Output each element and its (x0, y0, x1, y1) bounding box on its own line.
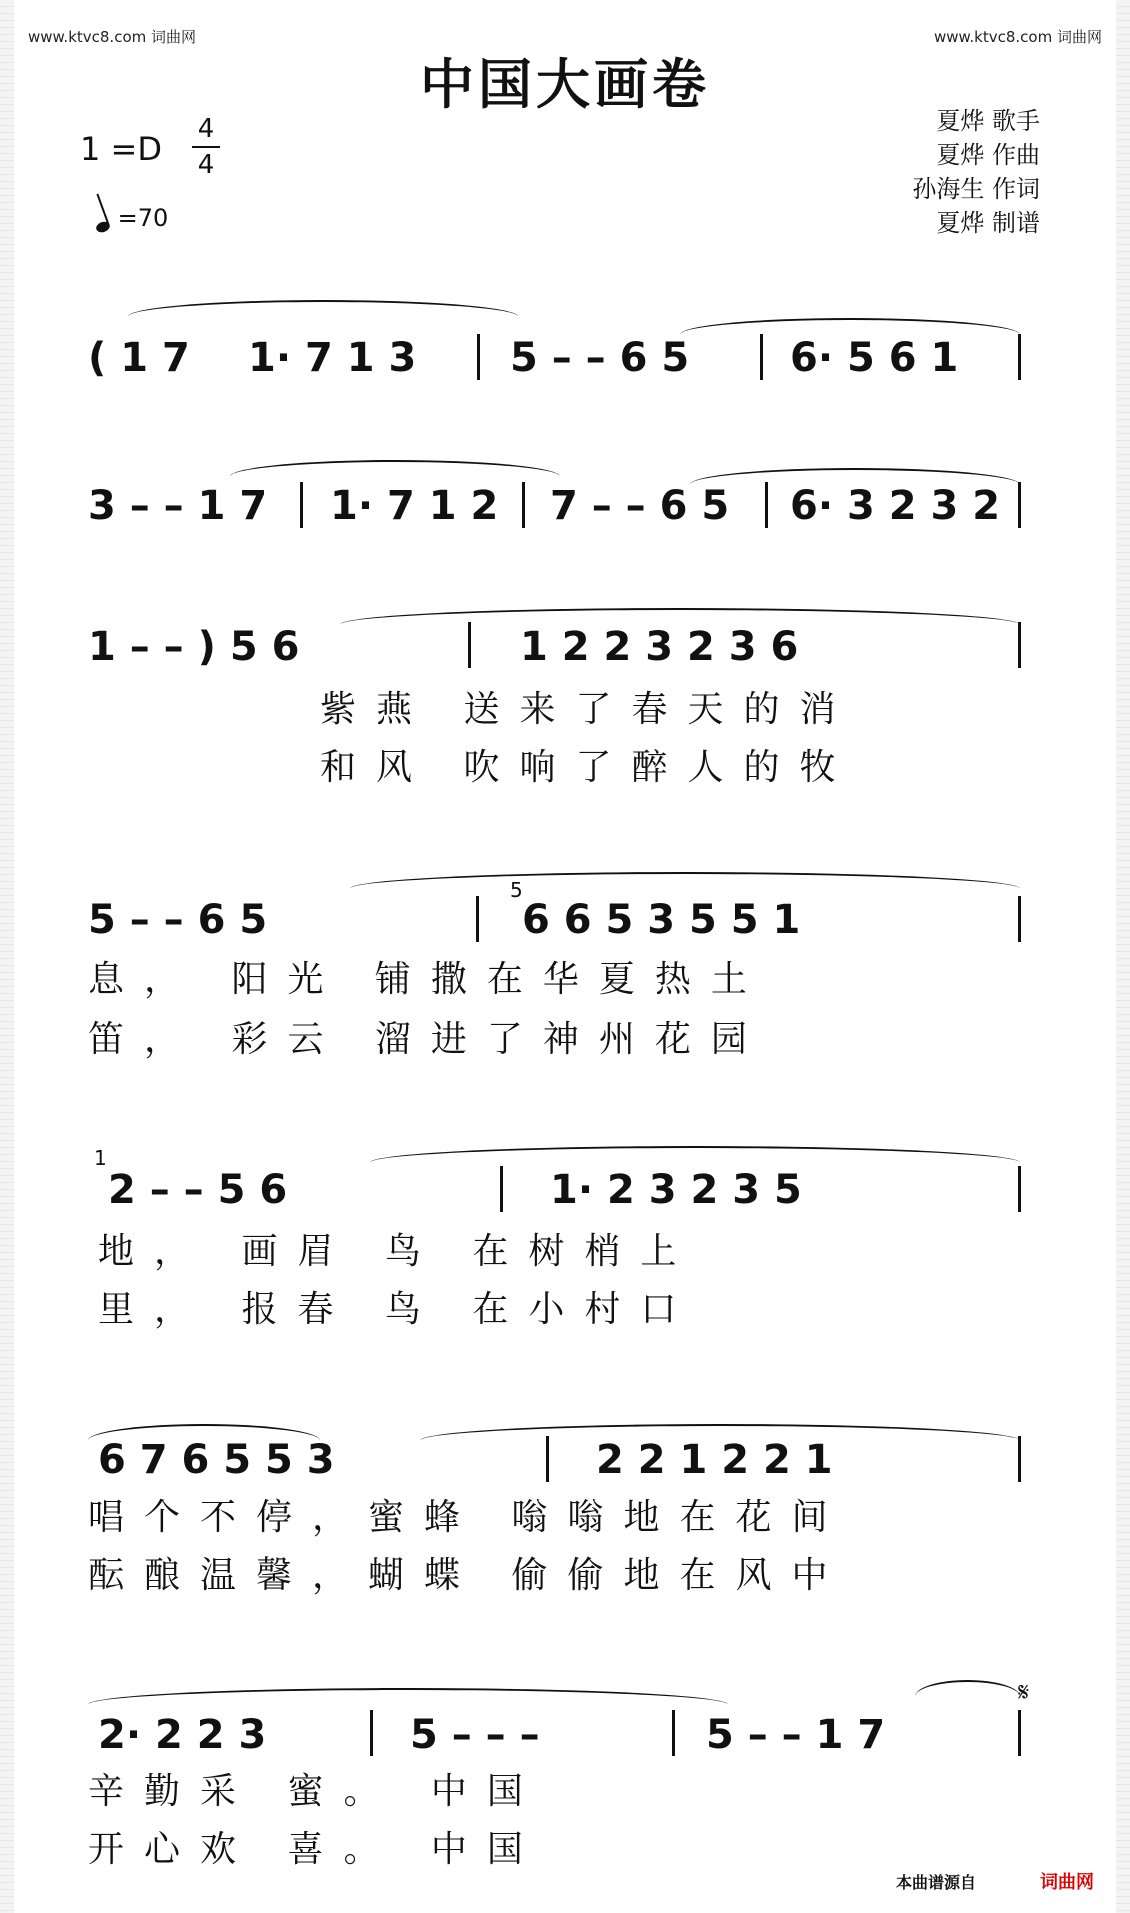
barline (476, 896, 479, 942)
measure-7-3: 5 – – 1 7 (706, 1712, 886, 1758)
barline (468, 622, 471, 668)
lyrics-3-verse-1: 紫燕 送来了春天的消 (320, 689, 856, 730)
slur (128, 300, 518, 320)
key-signature: 1 =D (80, 130, 162, 168)
credit-composer: 夏烨 作曲 (936, 141, 1040, 169)
barline (500, 1166, 503, 1212)
barline (522, 482, 525, 528)
barline (477, 334, 480, 380)
slur (370, 1146, 1020, 1166)
lyrics-6-verse-1: 唱个不停，蜜蜂 嗡嗡地在花间 (88, 1497, 848, 1538)
barline (1018, 1710, 1021, 1756)
measure-1-1: ( 1 7 (88, 335, 190, 381)
slur (690, 468, 1020, 488)
measure-3-1: 1 – – ) 5 6 (88, 624, 300, 670)
lyrics-5-verse-1: 地， 画眉 鸟 在树梢上 (98, 1231, 697, 1272)
slur (915, 1680, 1020, 1700)
credit-transcriber: 夏烨 制谱 (936, 209, 1040, 237)
site-url-left: www.ktvc8.com 词曲网 (28, 28, 197, 46)
time-signature-bottom: 4 (197, 150, 215, 180)
barline (300, 482, 303, 528)
barline (765, 482, 768, 528)
slur (340, 608, 1020, 628)
measure-5-1: 2 – – 5 6 (108, 1167, 288, 1213)
measure-6-2: 2 2 1 2 2 1 (596, 1437, 833, 1483)
grace-note: 5 (510, 878, 523, 902)
barline (1018, 896, 1021, 942)
footer-source-site[interactable]: 词曲网 (1040, 1872, 1094, 1893)
lyrics-4-verse-1: 息， 阳光 铺撒在华夏热土 (88, 959, 767, 1000)
credit-singer: 夏烨 歌手 (936, 107, 1040, 135)
barline (1018, 334, 1021, 380)
barline (1018, 482, 1021, 528)
measure-2-2: 1· 7 1 2 (330, 483, 499, 529)
page-title: 中国大画卷 (420, 53, 710, 116)
lyrics-5-verse-2: 里， 报春 鸟 在小村口 (98, 1289, 697, 1330)
measure-7-1: 2· 2 2 3 (98, 1712, 267, 1758)
measure-4-2: 6 6 5 3 5 5 1 (522, 897, 801, 943)
measure-1-4: 6· 5 6 1 (790, 335, 959, 381)
barline (760, 334, 763, 380)
measure-1-2: 1· 7 1 3 (248, 335, 417, 381)
lyrics-6-verse-2: 酝酿温馨，蝴蝶 偷偷地在风中 (88, 1555, 848, 1596)
slur (230, 460, 560, 480)
segno-icon: 𝄋 (1018, 1678, 1030, 1708)
measure-7-2: 5 – – – (410, 1712, 540, 1758)
slur (88, 1424, 320, 1444)
credit-lyricist: 孙海生 作词 (912, 175, 1040, 203)
slur (88, 1688, 728, 1708)
measure-1-3: 5 – – 6 5 (510, 335, 690, 381)
slur (350, 872, 1020, 892)
grace-note: 1 (94, 1146, 107, 1170)
site-url-right: www.ktvc8.com 词曲网 (933, 28, 1102, 46)
measure-3-2: 1 2 2 3 2 3 6 (520, 624, 799, 670)
measure-2-1: 3 – – 1 7 (88, 483, 268, 529)
tempo-value: =70 (117, 204, 169, 232)
lyrics-7-verse-2: 开心欢 喜。 中国 (88, 1829, 543, 1870)
lyrics-4-verse-2: 笛， 彩云 溜进了神州花园 (88, 1019, 767, 1060)
barline (370, 1710, 373, 1756)
barline (1018, 622, 1021, 668)
barline (672, 1710, 675, 1756)
lyrics-7-verse-1: 辛勤采 蜜。 中国 (88, 1771, 543, 1812)
slur (420, 1424, 1020, 1444)
lyrics-3-verse-2: 和风 吹响了醉人的牧 (320, 747, 856, 788)
footer-source-text: 本曲谱源自 (896, 1873, 977, 1892)
measure-5-2: 1· 2 3 2 3 5 (550, 1167, 802, 1213)
measure-2-3: 7 – – 6 5 (550, 483, 730, 529)
time-signature-top: 4 (197, 114, 215, 144)
slur (680, 318, 1020, 338)
measure-6-1: 6 7 6 5 5 3 (98, 1437, 335, 1483)
barline (1018, 1166, 1021, 1212)
measure-4-1: 5 – – 6 5 (88, 897, 268, 943)
measure-2-4: 6· 3 2 3 2 (790, 483, 1001, 529)
